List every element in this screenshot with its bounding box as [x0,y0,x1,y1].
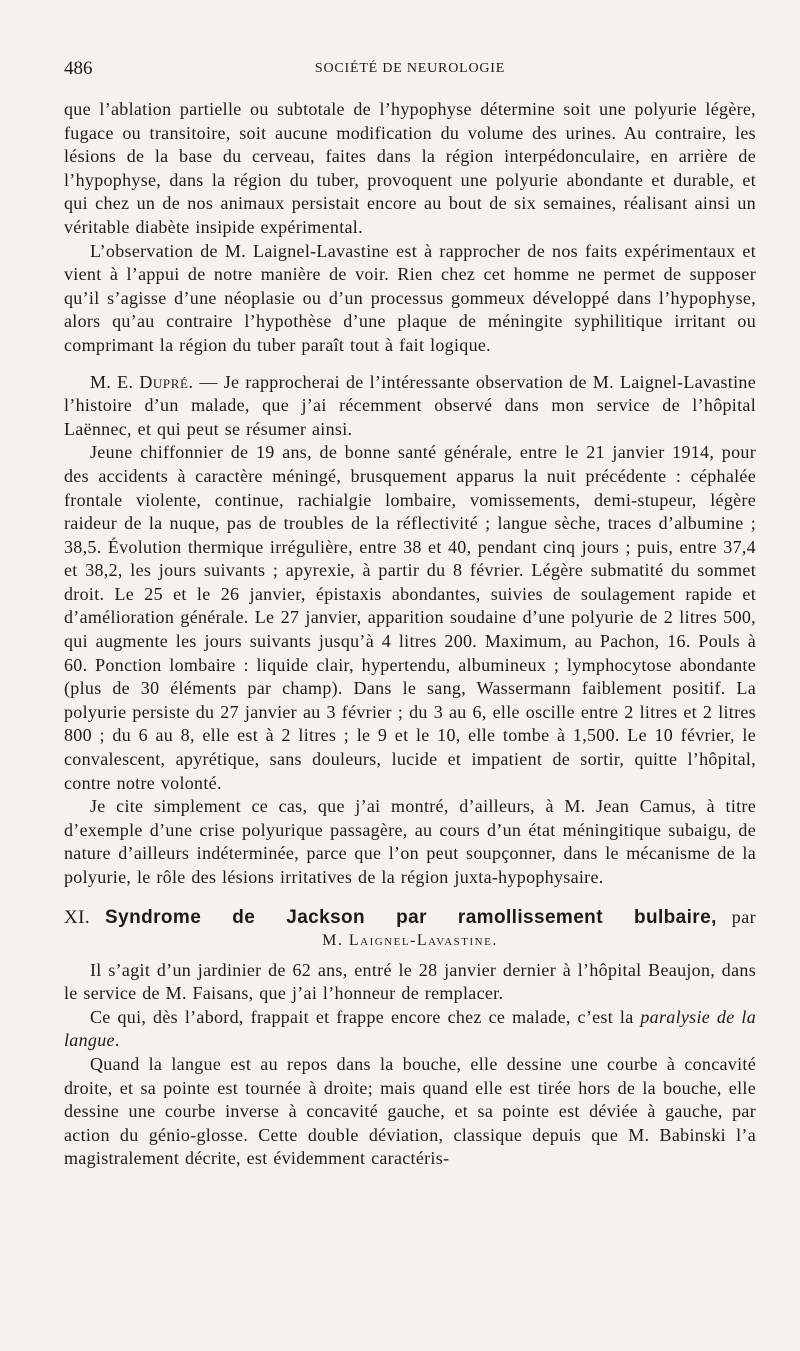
section-heading [64,904,756,931]
tongue-lead: Ce qui, dès l’abord, frappait et frappe encore chez ce malade, c’est la [90,1006,641,1027]
speaker-prefix: M. E. [90,371,140,392]
speaker-text: . — Je rapprocherai de l’intéressante observation de M. Laignel-Lavastine l’histoire d’un malade, que j’ai récemment observé dans mon service de l’hôpital Laënnec, et qui peut se résumer ainsi. [64,371,756,439]
section-par: par [731,906,756,927]
paragraph-observation: L’observation de M. Laignel-Lavastine est à rapprocher de nos faits expérimentaux et vient à l’appui de notre manière de voir. Rien chez cet homme ne permet de supposer qu’il s’agisse d’une néoplasie ou d’un processus gommeux développé dans l’hypophyse, alors qu’au contraire l’hypothèse d’une plaque de méningite syphilitique irritant ou comprimant la région du tuber paraît tout à fait logique. [64,240,756,355]
section-author: M. Laignel-Lavastine. [322,931,498,949]
paragraph-patient: Il s’agit d’un jardinier de 62 ans, entré le 28 janvier dernier à l’hôpital Beaujon, dans le service de M. Faisans, que j’ai l’honneur de remplacer. [64,959,756,1004]
paragraph-continued: que l’ablation partielle ou subtotale de l’hypophyse détermine soit une polyurie légère, fugace ou transitoire, soit aucune modification du volume des urines. Au contraire, les lésions de la base du cerveau, faites dans la région interpédonculaire, en arrière de l’hypophyse, dans la région du tuber, provoquent une polyurie abondante et durable, et qui chez un de nos animaux persistait encore au bout de six semaines, réalisant ainsi un véritable diabète insipide expérimental. [64,99,756,237]
tongue-italic: paralysie de la langue [64,1006,756,1051]
running-head [64,58,756,84]
paragraph-case-report: Jeune chiffonnier de 19 ans, de bonne santé générale, entre le 21 janvier 1914, pour des accidents à caractère méningé, brusquement apparus la nuit précédente : céphalée frontale violente, continue, rachialgie lombaire, vomissements, demi-stupeur, légère raideur de la nuque, pas de troubles de la réflectivité ; langue sèche, traces d’albumine ; 38,5. Évolution thermique irrégulière, entre 38 et 40, pendant cinq jours ; puis, entre 37,4 et 38,2, les jours suivants ; apyrexie, à partir du 8 février. Légère submatité du sommet droit. Le 25 et le 26 janvier, épistaxis abondantes, suivies de soulagement rapide et d’amélioration générale. Le 27 janvier, apparition soudaine d’une polyurie de 2 litres 500, qui augmente les jours suivants jusqu’à 4 litres 200. Maximum, au Pachon, 16. Pouls à 60. Ponction lombaire : liquide clair, hypertendu, albumineux ; lymphocytose abondante (plus de 30 éléments par champ). Dans le sang, Wassermann faiblement positif. La polyurie persiste du 27 janvier au 3 février ; du 3 au 6, elle oscille entre 2 litres et 2 litres 800 ; du 6 au 8, elle est à 2 litres ; le 9 et le 10, elle tombe à 1,500. Le 10 février, le convalescent, apyrétique, sans douleurs, lucide et impatient de sortir, quitte l’hôpital, contre notre volonté. [64,442,756,793]
section-title: Syndrome de Jackson par ramollissement bulbaire, [105,906,717,928]
paragraph-tongue-description: Quand la langue est au repos dans la bouche, elle dessine une courbe à concavité droite, et sa pointe est tournée à droite; mais quand elle est tirée hors de la bouche, elle dessine une courbe inverse à concavité gauche, et sa pointe est déviée à gauche, par action du génio-glosse. Cette double déviation, classique depuis que M. Babinski l’a magistralement décrite, est évidemment caractéris- [64,1053,756,1169]
speaker-name: Dupré [139,371,189,392]
paragraph-tongue-paralysis [64,1006,756,1053]
running-title: SOCIÉTÉ DE NEUROLOGIE [314,61,506,76]
paragraph-case-comment: Je cite simplement ce cas, que j’ai montré, d’ailleurs, à M. Jean Camus, à titre d’exemple d’une crise polyurique passagère, au cours d’un état méningitique subaigu, de nature d’ailleurs indéterminée, parce que l’on peut soupçonner, dans le mécanisme de la polyurie, le rôle des lésions irritatives de la région juxta-hypophysaire. [64,796,756,887]
section-number: XI. [64,906,90,928]
page-number: 486 [64,58,93,79]
paragraph-dupre-intro [64,371,756,442]
tongue-end: . [114,1030,120,1051]
body-text [64,98,756,1171]
